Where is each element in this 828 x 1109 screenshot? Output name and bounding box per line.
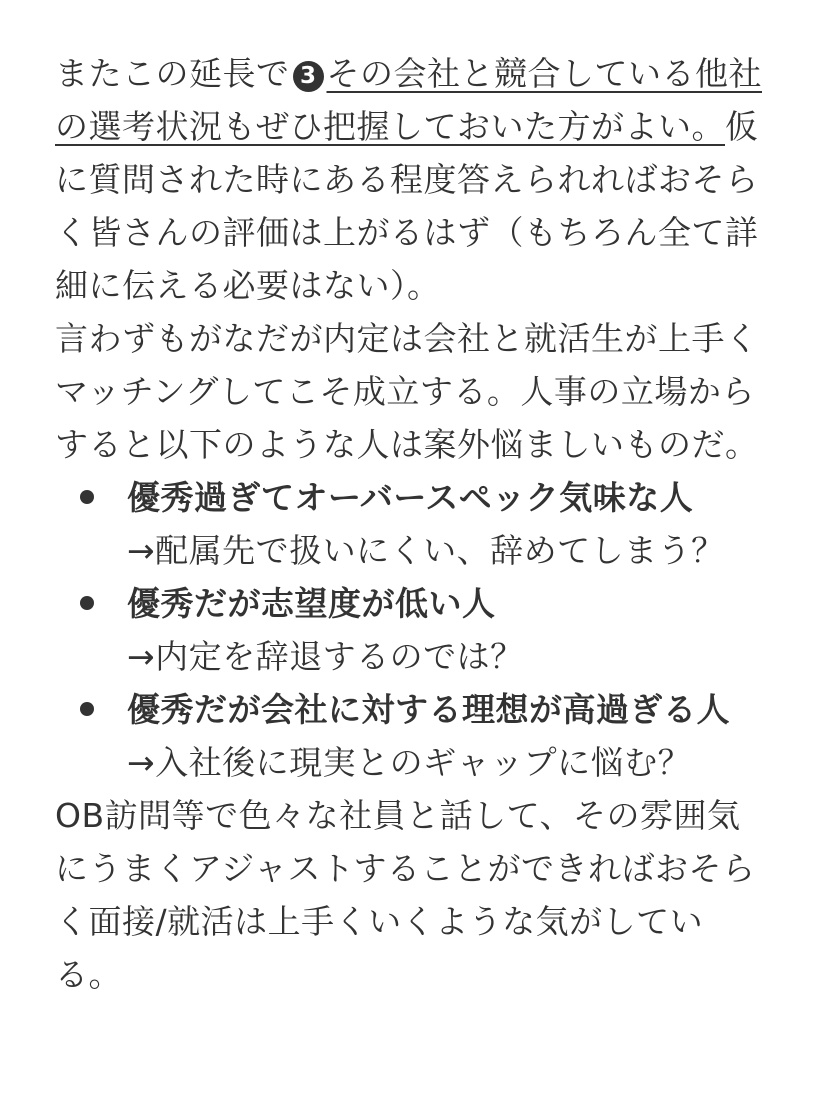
bullet-icon — [80, 596, 94, 610]
list-item — [55, 577, 770, 683]
article-body — [55, 47, 770, 1001]
intro-underlined-text: その会社と競合している他社の選考状況もぜひ把握しておいた方がよい。 — [55, 54, 762, 146]
list-item-title: 優秀だが会社に対する理想が高過ぎる人 — [127, 690, 730, 729]
list-item — [55, 683, 770, 789]
intro-rest: 仮に質問された時にある程度答えられればおそらく皆さんの評価は上がるはず（もちろん全て詳細に伝える必要はない）。 — [55, 107, 759, 305]
bullet-icon — [80, 490, 94, 504]
circled-number-badge: 3 — [293, 61, 324, 92]
list-item — [55, 471, 770, 577]
list-item-note: →内定を辞退するのでは？ — [127, 637, 524, 676]
list-item-title: 優秀だが志望度が低い人 — [127, 584, 496, 623]
list-item-title: 優秀過ぎてオーバースペック気味な人 — [127, 478, 694, 517]
list-item-note: →配属先で扱いにくい、辞めてしまう？ — [127, 531, 725, 570]
list-item-note: →入社後に現実とのギャップに悩む？ — [127, 743, 692, 782]
concern-list — [55, 471, 770, 789]
bullet-icon — [80, 702, 94, 716]
intro-paragraph — [55, 47, 770, 312]
matching-paragraph: 言わずもがなだが内定は会社と就活生が上手くマッチングしてこそ成立する。人事の立場からすると以下のような人は案外悩ましいものだ。 — [55, 319, 759, 464]
intro-prefix: またこの延長で — [55, 54, 290, 93]
closing-paragraph: OB訪問等で色々な社員と話して、その雰囲気にうまくアジャストすることができればおそらく面接/就活は上手くいくような気がしている。 — [55, 796, 756, 994]
